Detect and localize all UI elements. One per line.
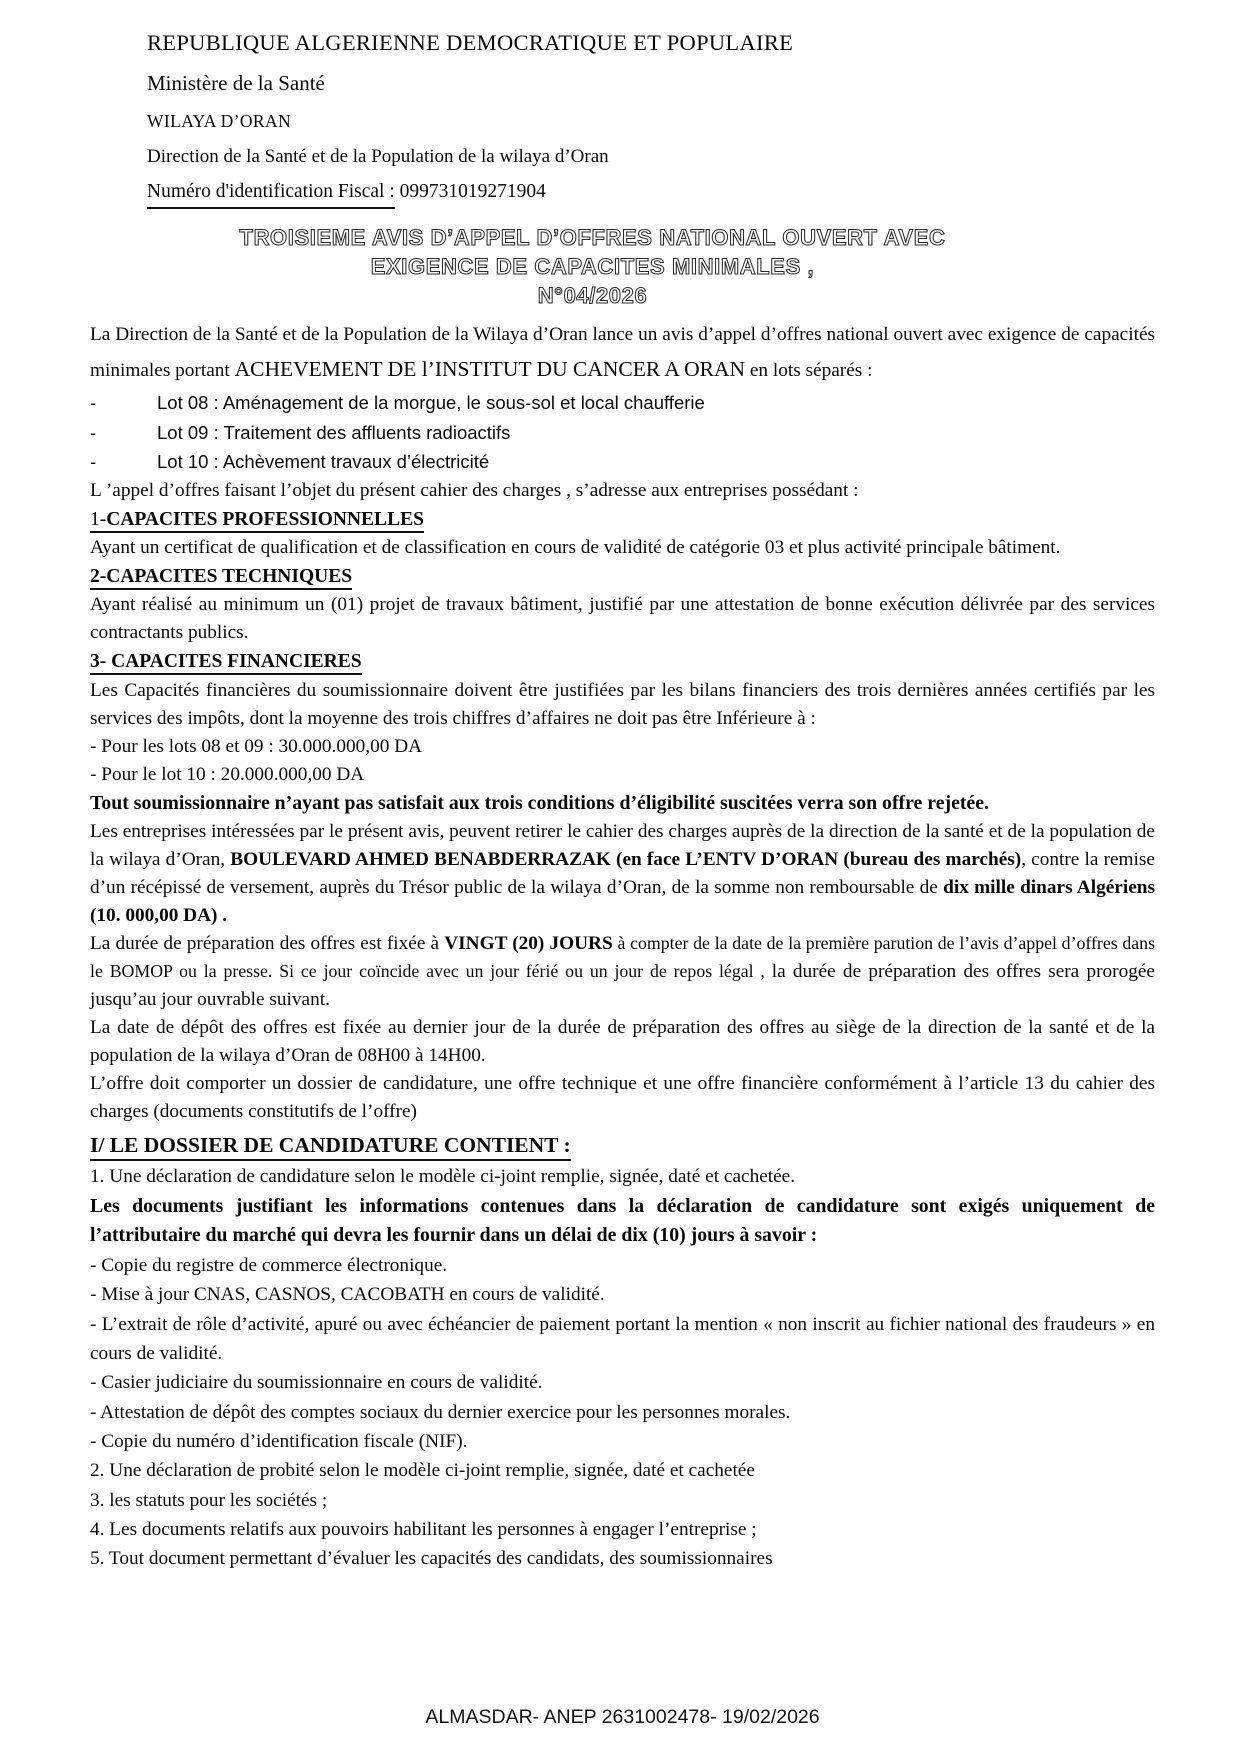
dash-bullet: -	[90, 451, 97, 473]
dash-item-casier: - Casier judiciaire du soumissionnaire en cours de validité.	[90, 1372, 543, 1394]
retrait-text-2: , contre la remise d’un récépissé de versement, auprès du Trésor public de la wilaya d’Oran, de la somme non remboursable de	[90, 849, 1155, 899]
section-1-heading-text	[90, 509, 424, 533]
intro-paragraph	[90, 318, 1155, 388]
duree-paragraph	[90, 930, 1155, 1014]
duree-text: La durée de préparation des offres est fixée à	[90, 933, 445, 955]
fiscal-id-value: 099731019271904	[399, 181, 546, 202]
addressing-paragraph: L ’appel d’offres faisant l’objet du présent cahier des charges , s’adresse aux entreprises possédant :	[90, 480, 859, 502]
dossier-item-4: 4. Les documents relatifs aux pouvoirs habilitant les personnes à engager l’entreprise ;	[90, 1518, 757, 1540]
dash-bullet: -	[90, 392, 97, 414]
duree-text-2: à compter de la date de la première parution de	[612, 933, 960, 954]
section-2-heading-text	[90, 566, 352, 590]
lot-item-08	[90, 388, 1155, 418]
lot-item-label: Lot 10 : Achèvement travaux d’électricité	[157, 451, 490, 473]
duree-text-3: l’avis d’appel d’offres dans le BOMOP ou la presse. Si ce jour coïncide avec un jour férié ou un jour de repos légal ,	[90, 933, 1155, 982]
retrait-text: Les entreprises intéressées par le présent avis, peuvent retirer le cahier des charges auprès de la direction de la santé et de la population de la wilaya d’Oran,	[90, 821, 1155, 871]
section-number: 3-	[90, 651, 112, 673]
republic-title: REPUBLIQUE ALGERIENNE DEMOCRATIQUE ET POPULAIRE	[147, 30, 794, 55]
dash-item-cnas: - Mise à jour CNAS, CASNOS, CACOBATH en cours de validité.	[90, 1284, 605, 1306]
lot-item-09	[90, 418, 1155, 448]
intro-text-end: en lots séparés :	[745, 360, 873, 382]
document-header	[147, 30, 1155, 209]
section-1-body: Ayant un certificat de qualification et de classification en cours de validité de catégorie 03 et plus activité principale bâtiment.	[90, 537, 1061, 559]
notice-title-line1: TROISIEME AVIS D’APPEL D’OFFRES NATIONAL OUVERT AVEC	[239, 225, 946, 250]
section-number: 1-	[90, 509, 107, 530]
dossier-item-3: 3. les statuts pour les sociétés ;	[90, 1489, 328, 1511]
project-name: ACHEVEMENT DE l’INSTITUT DU CANCER A ORAN	[234, 357, 746, 382]
fiscal-id-label: Numéro d'identification Fiscal :	[147, 181, 395, 209]
anep-footer: ALMASDAR- ANEP 2631002478- 19/02/2026	[425, 1706, 820, 1728]
dash-item-nif: - Copie du numéro d’identification fiscale (NIF).	[90, 1430, 468, 1452]
ministry-name: Ministère de la Santé	[147, 71, 325, 95]
retrait-paragraph	[90, 818, 1155, 930]
dash-item-comptes-sociaux: - Attestation de dépôt des comptes sociaux du dernier exercice pour les personnes morales.	[90, 1401, 791, 1423]
intro-text: La Direction de la Santé et de la Population de la Wilaya d’Oran lance un avis d’appel d’offres national ouvert avec exigence de capacités minimales portant	[90, 324, 1155, 382]
section-2-body: Ayant réalisé au minimum un (01) projet de travaux bâtiment, justifié par une attestation de bonne exécution délivrée par des services contractants publics.	[90, 594, 1155, 644]
notice-title-line3: N°04/2026	[537, 283, 648, 309]
amount-lot-10: - Pour le lot 10 : 20.000.000,00 DA	[90, 763, 365, 785]
lot-item-label: Lot 08 : Aménagement de la morgue, le sous-sol et local chaufferie	[157, 392, 705, 414]
dossier-item-2: 2. Une déclaration de probité selon le modèle ci-joint remplie, signée, daté et cachetée	[90, 1460, 755, 1482]
section-title: CAPACITES PROFESSIONNELLES	[106, 509, 424, 530]
document-body	[90, 318, 1155, 1573]
section-title: CAPACITES FINANCIERES	[111, 651, 362, 673]
dossier-heading-text: I/ LE DOSSIER DE CANDIDATURE CONTIENT :	[90, 1133, 571, 1161]
section-3-heading-text	[90, 651, 362, 675]
amount-lots-08-09: - Pour les lots 08 et 09 : 30.000.000,00 DA	[90, 735, 423, 757]
section-1-heading	[90, 505, 1155, 534]
dossier-item-5: 5. Tout document permettant d’évaluer les capacités des candidats, des soumissionnaires	[90, 1548, 773, 1570]
section-3-heading	[90, 647, 1155, 676]
dossier-heading	[90, 1128, 1155, 1162]
lots-list	[90, 388, 1155, 477]
lot-item-10	[90, 447, 1155, 477]
duree-days: VINGT (20) JOURS	[444, 933, 613, 955]
offre-paragraph: L’offre doit comporter un dossier de candidature, une offre technique et une offre financière conformément à l’article 13 du cahier des charges (documents constitutifs de l’offre)	[90, 1072, 1155, 1122]
notice-title	[90, 223, 1095, 310]
retrait-amount: dix mille dinars Algériens (10. 000,00 DA) .	[90, 877, 1155, 927]
fiscal-id-line	[147, 181, 1155, 209]
section-number: 2-	[90, 566, 107, 588]
dash-bullet: -	[90, 421, 97, 443]
section-3-body: Les Capacités financières du soumissionnaire doivent être justifiées par les bilans financiers des trois dernières années certifiés par les services des impôts, dont la moyenne des trois chiffres d’affaires ne doit pas être Inférieure à :	[90, 679, 1155, 729]
lot-item-label: Lot 09 : Traitement des affluents radioactifs	[157, 421, 511, 443]
dossier-item-1: 1. Une déclaration de candidature selon le modèle ci-joint remplie, signée, daté et cachetée.	[90, 1166, 796, 1188]
dossier-bold-note: Les documents justifiant les informations contenues dans la déclaration de candidature sont exigés uniquement de l’attributaire du marché qui devra les fournir dans un délai de dix (10) jours à savoir :	[90, 1194, 1155, 1247]
depot-paragraph: La date de dépôt des offres est fixée au dernier jour de la durée de préparation des offres au siège de la direction de la santé et de la population de la wilaya d’Oran de 08H00 à 14H00.	[90, 1017, 1155, 1066]
dash-item-registre: - Copie du registre de commerce électronique.	[90, 1254, 448, 1276]
rejection-warning: Tout soumissionnaire n’ayant pas satisfait aux trois conditions d’éligibilité suscitées verra son offre rejetée.	[90, 791, 989, 814]
duree-text-4: la durée de préparation des offres sera prorogée jusqu’au jour ouvrable suivant.	[90, 961, 1155, 1011]
direction-name: Direction de la Santé et de la Population de la wilaya d’Oran	[147, 146, 609, 167]
wilaya-name: WILAYA D’ORAN	[147, 111, 292, 131]
notice-title-line2: EXIGENCE DE CAPACITES MINIMALES ,	[370, 254, 815, 280]
section-2-heading	[90, 562, 1155, 591]
dash-item-extrait-role: - L’extrait de rôle d’activité, apuré ou avec échéancier de paiement portant la mention « non inscrit au fichier national des fraudeurs » en cours de validité.	[90, 1313, 1155, 1364]
retrait-address: BOULEVARD AHMED BENABDERRAZAK (en face L’ENTV D’ORAN (bureau des marchés)	[230, 849, 1022, 871]
section-title: CAPACITES TECHNIQUES	[106, 566, 353, 588]
